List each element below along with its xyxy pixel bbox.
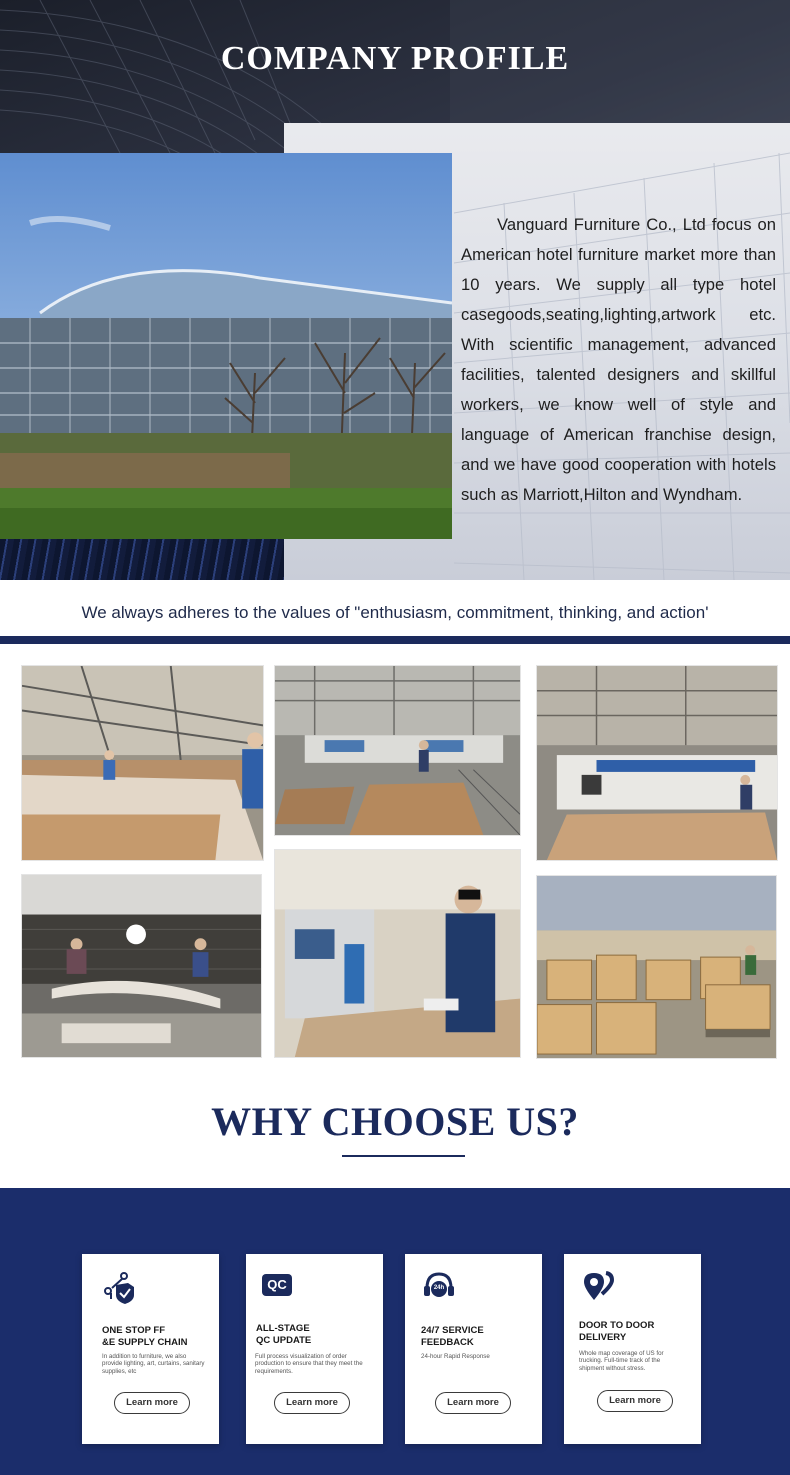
cnc-saw-photo <box>536 665 778 861</box>
card-description: Whole map coverage of US for trucking. Full-time track of the shipment without stress. <box>579 1350 664 1372</box>
panel-saw-line-photo <box>274 665 521 836</box>
card-title: 24/7 SERVICE FEEDBACK <box>421 1325 484 1348</box>
map-pin-icon <box>582 1270 616 1304</box>
workshop-boards-photo <box>21 665 264 861</box>
supply-chain-shield-icon <box>102 1271 136 1305</box>
edge-banding-photo <box>274 849 521 1058</box>
learn-more-button[interactable]: Learn more <box>597 1390 673 1412</box>
card-title: ALL-STAGE QC UPDATE <box>256 1323 312 1346</box>
card-title: ONE STOP FF &E SUPPLY CHAIN <box>102 1325 188 1348</box>
spray-booth-photo <box>21 874 262 1058</box>
title-underline <box>342 1155 465 1157</box>
company-values-line: We always adheres to the values of "enthusiasm, commitment, thinking, and action' <box>81 603 709 622</box>
feature-card-supply-chain <box>82 1254 219 1444</box>
glass-facade-strip <box>0 539 284 580</box>
card-title: DOOR TO DOOR DELIVERY <box>579 1320 655 1343</box>
feature-card-service <box>405 1254 542 1444</box>
card-description: In addition to furniture, we also provide lighting, art, curtains, sanitary supplies, etc <box>102 1353 205 1375</box>
qc-icon: QC <box>262 1274 292 1296</box>
learn-more-button[interactable]: Learn more <box>114 1392 190 1414</box>
section-divider-bar <box>0 636 790 644</box>
card-description: Full process visualization of order production to ensure that they meet the requirements. <box>255 1353 363 1375</box>
why-choose-us-title: WHY CHOOSE US? <box>211 1099 579 1144</box>
feature-card-qc <box>246 1254 383 1444</box>
feature-card-delivery <box>564 1254 701 1444</box>
company-profile-title: COMPANY PROFILE <box>220 40 570 77</box>
learn-more-button[interactable]: Learn more <box>435 1392 511 1414</box>
company-description: Vanguard Furniture Co., Ltd focus on American hotel furniture market more than 10 years. We supply all type hotel casegoods,seating,lighting,artwork etc. With scientific management, advanced facilities, talented designers and skillful workers, we know well of style and language of American franchise design, and we have good cooperation with hotels such as Marriott,Hilton and Wyndham. <box>461 215 776 504</box>
headset-badge: 24h <box>433 1285 445 1291</box>
headquarters-building-photo <box>0 153 452 539</box>
card-description: 24-hour Rapid Response <box>421 1353 490 1360</box>
headset-24h-icon <box>422 1270 456 1304</box>
crated-furniture-photo <box>536 875 777 1059</box>
company-profile-section <box>0 0 790 580</box>
learn-more-button[interactable]: Learn more <box>274 1392 350 1414</box>
